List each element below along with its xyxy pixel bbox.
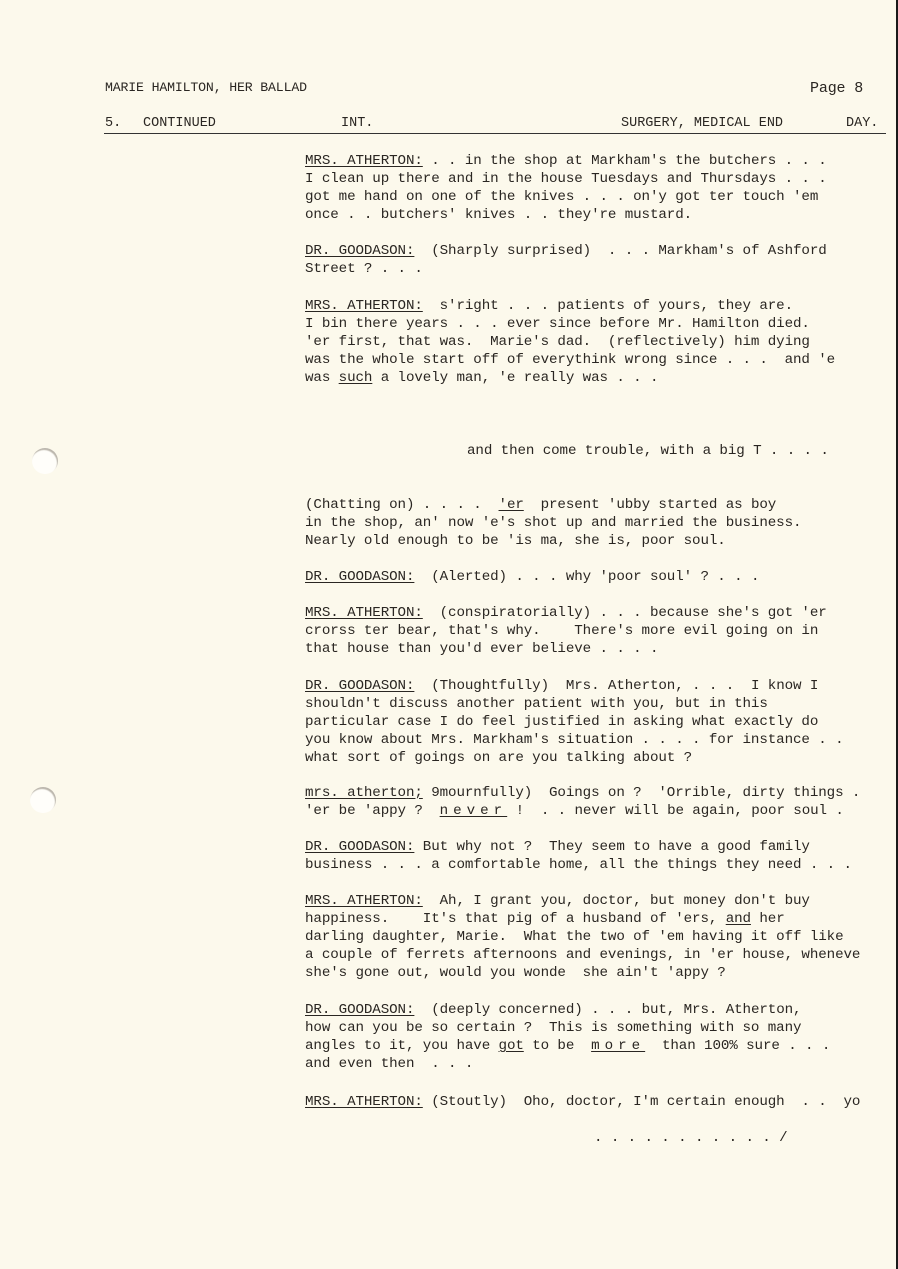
scene-location: SURGERY, MEDICAL END (621, 116, 784, 131)
punch-hole-bottom (30, 787, 56, 813)
dialogue-block (305, 1093, 895, 1111)
dialogue-line: 'er first, that was. Marie's dad. (reflectively) him dying (305, 334, 810, 350)
speaker-name: DR. GOODASON: (305, 1002, 415, 1018)
speaker-name: DR. GOODASON: (305, 678, 415, 694)
scene-heading (105, 116, 887, 134)
continuation-dots: . . . . . . . . . . . / (594, 1130, 788, 1146)
dialogue-line: I clean up there and in the house Tuesdays and Thursdays . . . (305, 171, 827, 187)
scene-heading-rule (104, 133, 886, 134)
dialogue-line: got me hand on one of the knives . . . on'y got ter touch 'em (305, 189, 819, 205)
dialogue-line: ! (507, 803, 525, 819)
speaker-name: MRS. ATHERTON: (305, 893, 423, 909)
script-title: MARIE HAMILTON, HER BALLAD (105, 80, 307, 95)
dialogue-line: a lovely man, 'e really was . . . (372, 370, 659, 386)
dialogue-block (305, 297, 895, 387)
dialogue-line: . . in the shop at Markham's the butchers . . . (422, 153, 827, 169)
emphasis-text: never (439, 803, 508, 819)
dialogue-line: . . never will be again, poor soul . (524, 803, 844, 819)
scene-status: CONTINUED (143, 116, 216, 131)
scene-time: DAY. (846, 116, 879, 131)
speaker-name: MRS. ATHERTON: (305, 153, 423, 169)
dialogue-block (305, 838, 895, 874)
dialogue-line: particular case I do feel justified in asking what exactly do (305, 714, 819, 730)
speaker-name: MRS. ATHERTON: (305, 605, 423, 621)
dialogue-line: I bin there years . . . ever since before Mr. Hamilton died. (305, 316, 810, 332)
dialogue-block (305, 677, 895, 767)
dialogue-line: (Thoughtfully) Mrs. Atherton, . . . I know I (414, 678, 819, 694)
speaker-name: MRS. ATHERTON: (305, 298, 423, 314)
dialogue-line: how can you be so certain ? This is something with so many (305, 1020, 802, 1036)
dialogue-line: happiness. It's that pig of a husband of 'ers, (305, 911, 726, 927)
dialogue-line: (conspiratorially) . . . because she's got 'er (422, 605, 827, 621)
dialogue-line: crorss ter bear, that's why. There's more evil going on in (305, 623, 819, 639)
dialogue-aside (467, 442, 887, 460)
dialogue-block (305, 568, 895, 586)
dialogue-line: But why not ? They seem to have a good family (414, 839, 810, 855)
dialogue-block (305, 1001, 895, 1073)
dialogue-line: s'right . . . patients of yours, they are. (422, 298, 794, 314)
dialogue-line: Ah, I grant you, doctor, but money don't buy (422, 893, 810, 909)
dialogue-block (305, 152, 895, 224)
emphasis-text: such (338, 370, 373, 386)
dialogue-line: (Stoutly) Oho, doctor, I'm certain enough . . yo (422, 1094, 861, 1110)
dialogue-line: to be (523, 1038, 592, 1054)
continuation-marker (594, 1129, 894, 1147)
dialogue-line: present 'ubby started as boy (523, 497, 777, 513)
scene-number: 5. (105, 116, 122, 131)
dialogue-block (305, 242, 895, 278)
dialogue-line: once . . butchers' knives . . they're mustard. (305, 207, 693, 223)
dialogue-line: (Alerted) . . . why 'poor soul' ? . . . (414, 569, 760, 585)
dialogue-line: 9mournfully) Goings on ? 'Orrible, dirty things . (422, 785, 861, 801)
dialogue-line: Nearly old enough to be 'is ma, she is, poor soul. (305, 533, 726, 549)
speaker-name: MRS. ATHERTON: (305, 1094, 423, 1110)
dialogue-line: and then come trouble, with a big T . . . . (467, 443, 829, 459)
dialogue-line: what sort of goings on are you talking about ? (305, 750, 693, 766)
dialogue-line: darling daughter, Marie. What the two of 'em having it off like (305, 929, 844, 945)
dialogue-line: shouldn't discuss another patient with you, but in this (305, 696, 768, 712)
dialogue-line: and even then . . . (305, 1056, 474, 1072)
dialogue-line: than 100% sure . . . (645, 1038, 831, 1054)
dialogue-line: was (305, 370, 339, 386)
speaker-name: DR. GOODASON: (305, 243, 415, 259)
dialogue-block (305, 604, 895, 658)
dialogue-line: (Chatting on) . . . . (305, 497, 499, 513)
dialogue-line: in the shop, an' now 'e's shot up and married the business. (305, 515, 802, 531)
dialogue-line: she's gone out, would you wonde she ain't 'appy ? (305, 965, 726, 981)
punch-hole-top (32, 448, 58, 474)
dialogue-line: Street ? . . . (305, 261, 423, 277)
dialogue-block (305, 496, 895, 550)
emphasis-text: and (725, 911, 751, 927)
page-number: Page 8 (810, 80, 864, 97)
speaker-name: mrs. atherton; (305, 785, 423, 801)
speaker-name: DR. GOODASON: (305, 839, 415, 855)
dialogue-line: a couple of ferrets afternoons and evenings, in 'er house, wheneve (305, 947, 861, 963)
dialogue-line: was the whole start off of everythink wrong since . . . and 'e (305, 352, 836, 368)
emphasis-text: 'er (498, 497, 524, 513)
emphasis-text: got (498, 1038, 524, 1054)
dialogue-line: her (750, 911, 785, 927)
dialogue-line: you know about Mrs. Markham's situation . . . . for instance . . (305, 732, 844, 748)
dialogue-block (305, 892, 895, 982)
dialogue-line: (Sharply surprised) . . . Markham's of Ashford (414, 243, 827, 259)
dialogue-block (305, 784, 895, 820)
dialogue-line: (deeply concerned) . . . but, Mrs. Atherton, (414, 1002, 802, 1018)
dialogue-line: business . . . a comfortable home, all the things they need . . . (305, 857, 852, 873)
scene-int-ext: INT. (341, 116, 374, 131)
dialogue-line: angles to it, you have (305, 1038, 499, 1054)
speaker-name: DR. GOODASON: (305, 569, 415, 585)
dialogue-line: that house than you'd ever believe . . . . (305, 641, 659, 657)
emphasis-text: more (591, 1038, 646, 1054)
dialogue-line: 'er be 'appy ? (305, 803, 440, 819)
